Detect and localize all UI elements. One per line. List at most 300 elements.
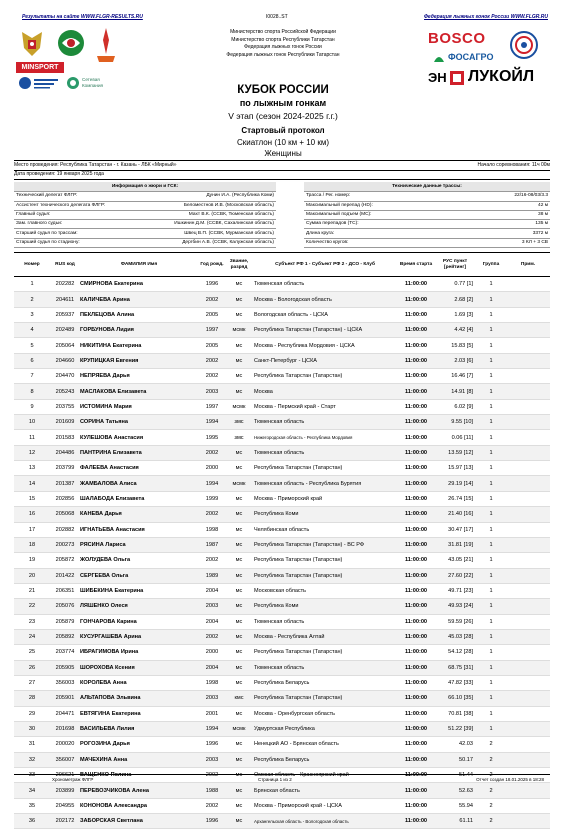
cell-birth-year: 1999 [198, 491, 226, 506]
cell-rank: мсмк [226, 399, 252, 414]
cell-start-time: 11:00:00 [398, 476, 434, 491]
cell-birth-year: 1994 [198, 415, 226, 430]
cell-start-time: 11:00:00 [398, 415, 434, 430]
cell-bib: 9 [14, 399, 50, 414]
cell-rank: мс [226, 369, 252, 384]
cell-name: ПЕРЕВОЗЧИКОВА Алена [80, 783, 198, 798]
cell-rus-points: 2.03 [6] [434, 353, 476, 368]
cell-rus-points: 0.06 [11] [434, 430, 476, 445]
table-row [14, 323, 550, 338]
cell-birth-year: 1995 [198, 430, 226, 445]
col-header-birth-year: Год рожд. [198, 253, 226, 277]
cell-name: ЖАМБАЛОВА Алиса [80, 476, 198, 491]
cell-rus-code: 205901 [50, 691, 80, 706]
cell-rank: мс [226, 553, 252, 568]
cell-bib: 26 [14, 660, 50, 675]
cell-region: Тюменская область [252, 614, 398, 629]
cell-rank: мс [226, 629, 252, 644]
cell-birth-year: 2005 [198, 307, 226, 322]
cell-name: КАНЕВА Дарья [80, 507, 198, 522]
cell-region: Республика Татарстан (Татарстан) [252, 369, 398, 384]
cell-rank: мс [226, 798, 252, 813]
cell-rus-points: 54.12 [28] [434, 645, 476, 660]
cell-start-time: 11:00:00 [398, 783, 434, 798]
event-start-time: Начало соревнования: 11ч 00м [477, 162, 550, 168]
minsport-logo: MINSPORT [16, 62, 64, 73]
cell-birth-year: 1988 [198, 783, 226, 798]
table-row [14, 522, 550, 537]
cell-name: ШАЛАБОДА Елизавета [80, 491, 198, 506]
table-row [14, 798, 550, 813]
cell-note [506, 752, 550, 767]
table-row [14, 553, 550, 568]
cell-group: 2 [476, 783, 506, 798]
cell-bib: 8 [14, 384, 50, 399]
cell-group: 2 [476, 737, 506, 752]
cell-rank: мс [226, 737, 252, 752]
cell-region: Москва - Республика Мордовия - ЦСКА [252, 338, 398, 353]
table-row [14, 415, 550, 430]
cell-group: 1 [476, 691, 506, 706]
cell-rus-points: 68.75 [31] [434, 660, 476, 675]
cell-start-time: 11:00:00 [398, 599, 434, 614]
cell-birth-year: 1998 [198, 522, 226, 537]
cell-bib: 24 [14, 629, 50, 644]
cell-group: 1 [476, 476, 506, 491]
cell-rank: мс [226, 783, 252, 798]
table-row [14, 461, 550, 476]
cell-rus-points: 16.46 [7] [434, 369, 476, 384]
cell-bib: 6 [14, 353, 50, 368]
cell-start-time: 11:00:00 [398, 814, 434, 829]
fosagro-logo: ФОСАГРО [432, 52, 502, 64]
cell-start-time: 11:00:00 [398, 768, 434, 783]
cell-bib: 5 [14, 338, 50, 353]
cell-region: Республика Беларусь [252, 752, 398, 767]
cell-rus-points: 49.93 [24] [434, 599, 476, 614]
cell-start-time: 11:00:00 [398, 706, 434, 721]
cell-rus-code: 204955 [50, 798, 80, 813]
cell-start-time: 11:00:00 [398, 430, 434, 445]
cell-rus-code: 205905 [50, 660, 80, 675]
cell-rus-points: 49.71 [23] [434, 583, 476, 598]
cell-rus-points: 14.91 [8] [434, 384, 476, 399]
cell-birth-year: 1996 [198, 737, 226, 752]
cell-start-time: 11:00:00 [398, 507, 434, 522]
cell-rus-points: 15.83 [5] [434, 338, 476, 353]
cell-name: КУСУРГАШЕВА Арина [80, 629, 198, 644]
cell-group: 1 [476, 292, 506, 307]
cell-rank: мс [226, 645, 252, 660]
cell-birth-year: 2004 [198, 614, 226, 629]
cell-start-time: 11:00:00 [398, 798, 434, 813]
col-header-region: Субъект РФ 1 - Субъект РФ 2 - ДСО - Клуб [252, 253, 398, 277]
cell-rus-code: 202282 [50, 277, 80, 292]
cell-start-time: 11:00:00 [398, 353, 434, 368]
jury-panel: Информация о жюри и ГСК: Технический делегат ФЛГР: Дунин И.А. (Республика Коми) Ассистент технического делегата ФЛГР: Беломестнов И.В. (Московская область) Главный судья: Махт В.К. (ССВК, Тюменская область) Зам. главного судьи: Ишкинин Д.М. (ССВК, Сахалинская область) Старший судья по трассам: Швец В.П. (ССВК, Мурманская область) Старший судья по стадиону: Дергбин А.В. (ССВК, Калужская область) [14, 182, 276, 248]
cell-bib: 29 [14, 706, 50, 721]
cell-group: 2 [476, 814, 506, 829]
race-discipline: Скиатлон (10 км + 10 км) [236, 138, 330, 147]
cell-region: Тюменская область [252, 445, 398, 460]
cell-group: 1 [476, 583, 506, 598]
cell-rus-points: 51.22 [39] [434, 721, 476, 736]
cell-region: Вологодская область - ЦСКА [252, 307, 398, 322]
cell-bib: 13 [14, 461, 50, 476]
cell-note [506, 461, 550, 476]
cell-group: 1 [476, 568, 506, 583]
cell-region: Республика Коми [252, 507, 398, 522]
cell-rus-code: 203899 [50, 783, 80, 798]
table-row [14, 537, 550, 552]
cell-bib: 27 [14, 675, 50, 690]
cell-start-time: 11:00:00 [398, 445, 434, 460]
cell-rus-points: 27.60 [22] [434, 568, 476, 583]
document-code: I0028..ST [266, 14, 288, 20]
cell-start-time: 11:00:00 [398, 675, 434, 690]
cell-name: МАЧЕХИНА Анна [80, 752, 198, 767]
cell-region: Тюменская область [252, 660, 398, 675]
cell-note [506, 691, 550, 706]
cell-name: КРУПИЦКАЯ Евгения [80, 353, 198, 368]
cell-rus-code: 201609 [50, 415, 80, 430]
table-row [14, 814, 550, 829]
cell-start-time: 11:00:00 [398, 491, 434, 506]
cell-rus-code: 205068 [50, 507, 80, 522]
cell-name: МАСЛАКОВА Елизавета [80, 384, 198, 399]
table-row [14, 338, 550, 353]
cell-bib: 1 [14, 277, 50, 292]
cell-group: 1 [476, 369, 506, 384]
cell-note [506, 675, 550, 690]
cell-name: ЛЯШЕНКО Олеся [80, 599, 198, 614]
cell-rus-points: 4.42 [4] [434, 323, 476, 338]
cell-rank: мс [226, 491, 252, 506]
cell-rank: мс [226, 599, 252, 614]
cell-birth-year: 1996 [198, 277, 226, 292]
cell-group: 2 [476, 768, 506, 783]
cell-bib: 19 [14, 553, 50, 568]
cell-bib: 15 [14, 491, 50, 506]
cell-start-time: 11:00:00 [398, 277, 434, 292]
cell-region: Москва - Приморский край [252, 491, 398, 506]
cell-group: 1 [476, 445, 506, 460]
pobeda-logo [94, 26, 118, 64]
cell-region: Тюменская область - Республика Бурятия [252, 476, 398, 491]
cell-rank: мс [226, 614, 252, 629]
cell-note [506, 583, 550, 598]
cell-region: Республика Татарстан (Татарстан) [252, 691, 398, 706]
cell-bib: 33 [14, 768, 50, 783]
table-row [14, 737, 550, 752]
cell-note [506, 599, 550, 614]
cell-birth-year: 2002 [198, 292, 226, 307]
cell-rus-code: 202856 [50, 491, 80, 506]
table-row [14, 307, 550, 322]
cell-rank: мс [226, 461, 252, 476]
cell-rus-points: 21.40 [16] [434, 507, 476, 522]
cell-birth-year: 1996 [198, 814, 226, 829]
cell-name: ШОРОХОВА Ксения [80, 660, 198, 675]
cell-group: 1 [476, 277, 506, 292]
cell-bib: 7 [14, 369, 50, 384]
cell-group: 1 [476, 461, 506, 476]
cell-rus-points: 15.97 [13] [434, 461, 476, 476]
cell-region: Москва - Вологодская область [252, 292, 398, 307]
table-row [14, 660, 550, 675]
event-place-row [14, 162, 550, 168]
cell-rus-points: 13.59 [12] [434, 445, 476, 460]
table-header-row [14, 253, 550, 277]
cell-start-time: 11:00:00 [398, 629, 434, 644]
cell-name: КОНОНОВА Александра [80, 798, 198, 813]
cell-bib: 11 [14, 430, 50, 445]
table-row [14, 369, 550, 384]
cell-rank: мс [226, 706, 252, 721]
cell-note [506, 277, 550, 292]
cell-rank: мс [226, 507, 252, 522]
cell-note [506, 415, 550, 430]
cell-region: Тюменская область [252, 277, 398, 292]
cell-note [506, 384, 550, 399]
cell-rank: мс [226, 675, 252, 690]
cell-note [506, 445, 550, 460]
cell-name: СМИРНОВА Екатерина [80, 277, 198, 292]
cell-name: ИГНАТЬЕВА Анастасия [80, 522, 198, 537]
cell-name: ВАСИЛЬЕВА Лилия [80, 721, 198, 736]
cell-group: 1 [476, 430, 506, 445]
cell-group: 1 [476, 706, 506, 721]
cell-rus-points: 6.02 [9] [434, 399, 476, 414]
cell-birth-year: 1987 [198, 537, 226, 552]
cell-group: 1 [476, 415, 506, 430]
col-header-note: Прим. [506, 253, 550, 277]
cell-bib: 18 [14, 537, 50, 552]
cell-name: КУЛЕШОВА Анастасия [80, 430, 198, 445]
cell-rus-code: 203774 [50, 645, 80, 660]
cell-birth-year: 2002 [198, 369, 226, 384]
cell-region: Республика Татарстан (Татарстан) [252, 645, 398, 660]
cell-bib: 2 [14, 292, 50, 307]
cell-group: 1 [476, 353, 506, 368]
cell-rus-points: 26.74 [15] [434, 491, 476, 506]
cell-rus-points: 70.81 [38] [434, 706, 476, 721]
cell-start-time: 11:00:00 [398, 721, 434, 736]
bosco-logo: BOSCO [428, 30, 486, 47]
cell-region: Республика Беларусь [252, 675, 398, 690]
cell-bib: 21 [14, 583, 50, 598]
protocol-type: Стартовый протокол [241, 126, 325, 135]
cell-rus-code: 356003 [50, 675, 80, 690]
cell-group: 1 [476, 491, 506, 506]
footer-page-number: Страница 1 из 2 [258, 777, 292, 782]
cell-region: Удмуртская Республика [252, 721, 398, 736]
table-row [14, 675, 550, 690]
cell-note [506, 645, 550, 660]
cell-name: ГОНЧАРОВА Карина [80, 614, 198, 629]
footer-timing: Хронометраж ФЛГР [52, 777, 94, 782]
cell-start-time: 11:00:00 [398, 292, 434, 307]
cell-note [506, 614, 550, 629]
cell-name: ВАЩЕНКО Полина [80, 768, 198, 783]
cell-note [506, 507, 550, 522]
cell-rus-code: 204470 [50, 369, 80, 384]
col-header-bib: Номер [14, 253, 50, 277]
table-row [14, 476, 550, 491]
cell-name: КОРОЛЕВА Анна [80, 675, 198, 690]
table-row [14, 292, 550, 307]
cell-rus-code: 204486 [50, 445, 80, 460]
cell-group: 1 [476, 522, 506, 537]
cell-bib: 12 [14, 445, 50, 460]
cell-group: 1 [476, 645, 506, 660]
cell-start-time: 11:00:00 [398, 338, 434, 353]
track-panel-title: Технические данные трассы: [304, 182, 550, 192]
cell-birth-year: 2002 [198, 507, 226, 522]
cell-birth-year: 1994 [198, 721, 226, 736]
cell-rank: мс [226, 522, 252, 537]
cell-note [506, 430, 550, 445]
cell-rus-code: 203799 [50, 461, 80, 476]
cell-rank: мсмк [226, 323, 252, 338]
cell-rus-points: 50.17 [434, 752, 476, 767]
cell-group: 1 [476, 675, 506, 690]
cell-group: 2 [476, 798, 506, 813]
cell-group: 1 [476, 721, 506, 736]
cell-group: 1 [476, 660, 506, 675]
cell-group: 2 [476, 752, 506, 767]
cell-rank: мс [226, 338, 252, 353]
cell-bib: 14 [14, 476, 50, 491]
cell-note [506, 783, 550, 798]
cell-start-time: 11:00:00 [398, 369, 434, 384]
cell-region: Архангельская область - Вологодская область [252, 814, 398, 829]
cell-rus-points: 47.82 [33] [434, 675, 476, 690]
cell-note [506, 292, 550, 307]
cell-note [506, 338, 550, 353]
table-row [14, 507, 550, 522]
cell-group: 1 [476, 338, 506, 353]
table-row [14, 721, 550, 736]
cell-birth-year: 2005 [198, 338, 226, 353]
cell-rank: мс [226, 768, 252, 783]
cell-bib: 17 [14, 522, 50, 537]
cell-rus-code: 205064 [50, 338, 80, 353]
table-row [14, 691, 550, 706]
cell-rus-code: 201422 [50, 568, 80, 583]
cell-group: 1 [476, 384, 506, 399]
cell-rus-code: 356007 [50, 752, 80, 767]
results-site-link[interactable]: Результаты на сайте WWW.FLGR-RESULTS.RU [22, 14, 143, 20]
cell-start-time: 11:00:00 [398, 752, 434, 767]
cell-rus-points: 2.68 [2] [434, 292, 476, 307]
cell-start-time: 11:00:00 [398, 568, 434, 583]
cell-rus-points: 45.03 [28] [434, 629, 476, 644]
cell-bib: 36 [14, 814, 50, 829]
flgr-emblem-logo [502, 30, 546, 60]
cell-region: Тюменская область [252, 415, 398, 430]
cell-rus-code: 205892 [50, 629, 80, 644]
table-row [14, 445, 550, 460]
cell-region: Республика Коми [252, 599, 398, 614]
cell-bib: 22 [14, 599, 50, 614]
cell-note [506, 307, 550, 322]
cell-birth-year: 2002 [198, 445, 226, 460]
cell-name: ФАЛЕЕВА Анастасия [80, 461, 198, 476]
table-row [14, 277, 550, 292]
cell-bib: 23 [14, 614, 50, 629]
event-place: Место проведения: Республика Татарстан - г. Казань - ЛБК «Мирный» [14, 162, 177, 168]
cell-start-time: 11:00:00 [398, 553, 434, 568]
cell-note [506, 706, 550, 721]
cell-name: ЖОЛУДЕВА Ольга [80, 553, 198, 568]
cell-note [506, 721, 550, 736]
cell-rus-points: 55.94 [434, 798, 476, 813]
cell-rank: мс [226, 445, 252, 460]
cell-name: ПАНТРИНА Елизавета [80, 445, 198, 460]
cell-rank: мс [226, 752, 252, 767]
table-row [14, 491, 550, 506]
cell-rank: мс [226, 353, 252, 368]
cell-rank: мс [226, 537, 252, 552]
cell-group: 1 [476, 307, 506, 322]
cell-rus-code: 204611 [50, 292, 80, 307]
cell-rus-points: 1.69 [3] [434, 307, 476, 322]
cell-group: 1 [476, 537, 506, 552]
cell-start-time: 11:00:00 [398, 399, 434, 414]
cell-birth-year: 2000 [198, 645, 226, 660]
cell-note [506, 553, 550, 568]
cell-name: ЕВТЯГИНА Екатерина [80, 706, 198, 721]
cell-note [506, 537, 550, 552]
cell-region: Москва - Приморский край - ЦСКА [252, 798, 398, 813]
cell-rus-points: 43.05 [21] [434, 553, 476, 568]
cell-rank: мс [226, 292, 252, 307]
cell-start-time: 11:00:00 [398, 461, 434, 476]
cell-bib: 35 [14, 798, 50, 813]
col-header-rus-code: RUS код [50, 253, 80, 277]
cell-rus-code: 201387 [50, 476, 80, 491]
race-category: Женщины [264, 149, 302, 158]
table-row [14, 752, 550, 767]
start-list-table [14, 252, 550, 829]
table-row [14, 583, 550, 598]
cell-rus-code: 201583 [50, 430, 80, 445]
cell-rank: мс [226, 568, 252, 583]
cell-bib: 10 [14, 415, 50, 430]
cell-rus-code: 204660 [50, 353, 80, 368]
cell-name: РЯСИНА Лариса [80, 537, 198, 552]
cell-rus-points: 29.19 [14] [434, 476, 476, 491]
cell-bib: 32 [14, 752, 50, 767]
cell-rus-points: 51.44 [434, 768, 476, 783]
cell-start-time: 11:00:00 [398, 384, 434, 399]
table-row [14, 629, 550, 644]
cell-region: Омская область - Красноярский край [252, 768, 398, 783]
cell-rus-points: 30.47 [17] [434, 522, 476, 537]
cell-bib: 25 [14, 645, 50, 660]
cell-rank: мсмк [226, 476, 252, 491]
cell-birth-year: 2003 [198, 691, 226, 706]
col-header-group: Группа [476, 253, 506, 277]
cell-start-time: 11:00:00 [398, 660, 434, 675]
cell-rank: мс [226, 384, 252, 399]
event-date: Дата проведения: 19 января 2025 года [14, 171, 104, 177]
cell-rus-code: 204471 [50, 706, 80, 721]
cell-rus-code: 205872 [50, 553, 80, 568]
cell-birth-year: 1989 [198, 568, 226, 583]
federation-site-link[interactable]: Федерация лыжных гонок России WWW.FLGR.RU [424, 14, 548, 20]
